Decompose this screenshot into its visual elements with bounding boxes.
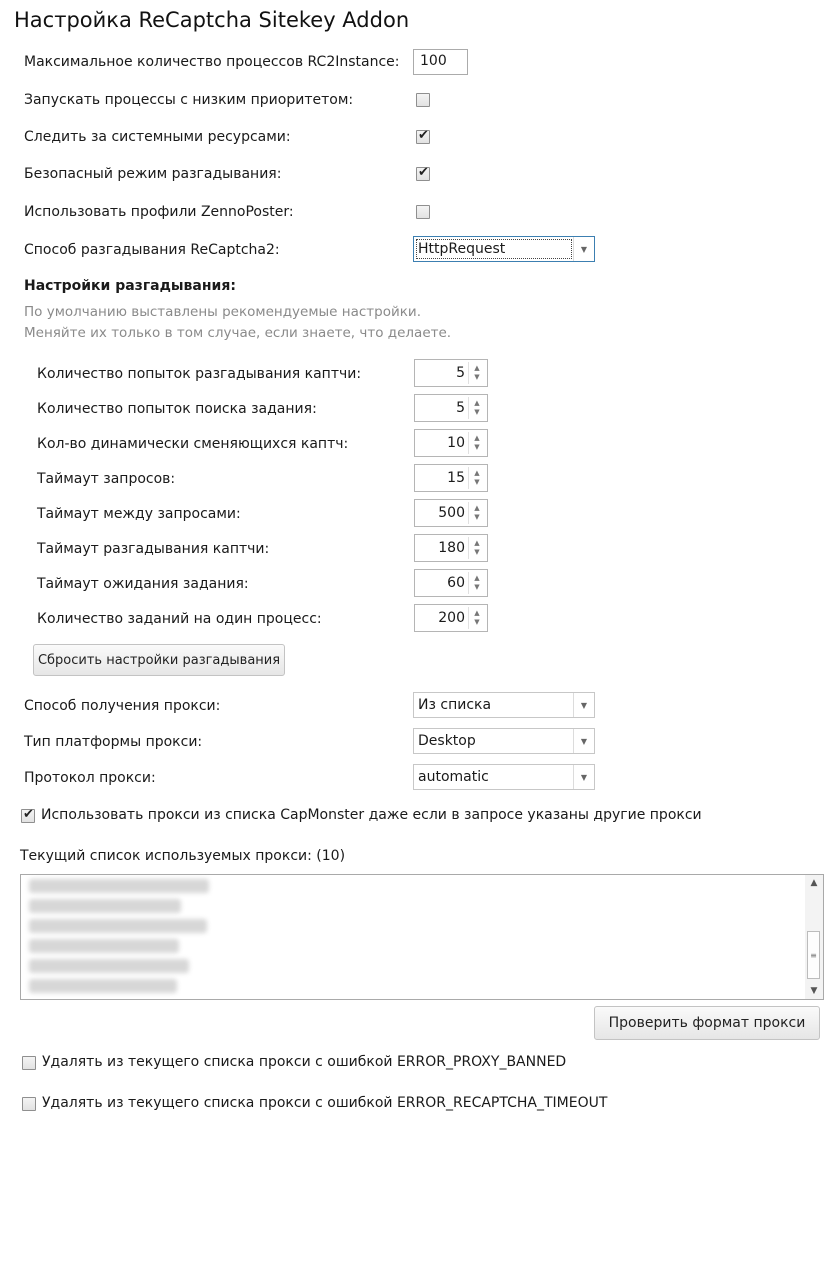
chevron-down-icon[interactable]: ▼ xyxy=(573,765,594,789)
solving-hint-1: По умолчанию выставлены рекомендуемые настройки. xyxy=(24,304,421,320)
proxy-list-scrollbar[interactable] xyxy=(805,875,823,999)
list-item xyxy=(29,959,189,973)
list-item xyxy=(29,979,177,993)
solve-method-value: HttpRequest xyxy=(418,241,506,257)
checkmark-icon: ✔ xyxy=(418,165,429,180)
spin-arrows-icon[interactable]: ▲ ▼ xyxy=(468,572,485,594)
max-processes-label: Максимальное количество процессов RC2Instance: xyxy=(24,54,400,70)
solve-method-select[interactable] xyxy=(413,236,595,262)
spin-arrows-icon[interactable]: ▲ ▼ xyxy=(468,397,485,419)
captcha-solve-timeout-stepper[interactable] xyxy=(414,534,488,562)
proxy-source-value: Из списка xyxy=(418,697,492,713)
list-item xyxy=(29,939,179,953)
use-capmonster-proxy-checkbox[interactable] xyxy=(21,809,35,823)
proxy-source-select[interactable] xyxy=(413,692,595,718)
chevron-down-icon[interactable]: ▼ xyxy=(573,237,594,261)
spin-arrows-icon[interactable]: ▲ ▼ xyxy=(468,362,485,384)
spin-arrows-icon[interactable]: ▲ ▼ xyxy=(468,502,485,524)
chevron-down-icon[interactable]: ▼ xyxy=(573,693,594,717)
scroll-thumb[interactable]: ≡ xyxy=(807,931,820,979)
zenno-profiles-label: Использовать профили ZennoPoster: xyxy=(24,204,294,220)
captcha-solve-timeout-label: Таймаут разгадывания каптчи: xyxy=(37,541,270,557)
tasks-per-process-value: 200 xyxy=(438,610,465,626)
solving-hint-2: Меняйте их только в том случае, если знаете, что делаете. xyxy=(24,325,452,341)
task-search-attempts-stepper[interactable] xyxy=(414,394,488,422)
task-wait-timeout-value: 60 xyxy=(447,575,465,591)
proxy-list-box[interactable] xyxy=(20,874,824,1000)
between-requests-timeout-label: Таймаут между запросами: xyxy=(37,506,241,522)
solving-heading: Настройки разгадывания: xyxy=(24,278,236,294)
proxy-platform-select[interactable] xyxy=(413,728,595,754)
proxy-list-label: Текущий список используемых прокси: (10) xyxy=(20,848,346,864)
remove-proxy-banned-checkbox[interactable] xyxy=(22,1056,36,1070)
captcha-attempts-stepper[interactable] xyxy=(414,359,488,387)
tasks-per-process-stepper[interactable] xyxy=(414,604,488,632)
monitor-resources-label: Следить за системными ресурсами: xyxy=(24,129,291,145)
remove-proxy-banned-label: Удалять из текущего списка прокси с ошибкой ERROR_PROXY_BANNED xyxy=(42,1054,567,1070)
check-proxy-format-button[interactable]: Проверить формат прокси xyxy=(594,1006,820,1040)
task-search-attempts-label: Количество попыток поиска задания: xyxy=(37,401,317,417)
between-requests-timeout-value: 500 xyxy=(438,505,465,521)
spin-arrows-icon[interactable]: ▲ ▼ xyxy=(468,467,485,489)
max-processes-input[interactable]: 100 xyxy=(413,49,468,75)
remove-recaptcha-timeout-checkbox[interactable] xyxy=(22,1097,36,1111)
use-capmonster-proxy-label: Использовать прокси из списка CapMonster даже если в запросе указаны другие прокси xyxy=(41,807,702,823)
monitor-resources-checkbox[interactable] xyxy=(416,130,430,144)
zenno-profiles-checkbox[interactable] xyxy=(416,205,430,219)
proxy-protocol-label: Протокол прокси: xyxy=(24,770,156,786)
spin-arrows-icon[interactable]: ▲ ▼ xyxy=(468,607,485,629)
proxy-protocol-select[interactable] xyxy=(413,764,595,790)
safe-mode-checkbox[interactable] xyxy=(416,167,430,181)
solve-method-label: Способ разгадывания ReCaptcha2: xyxy=(24,242,280,258)
page-title: Настройка ReCaptcha Sitekey Addon xyxy=(14,8,410,32)
spin-arrows-icon[interactable]: ▲ ▼ xyxy=(468,537,485,559)
request-timeout-value: 15 xyxy=(447,470,465,486)
remove-recaptcha-timeout-label: Удалять из текущего списка прокси с ошибкой ERROR_RECAPTCHA_TIMEOUT xyxy=(42,1095,608,1111)
proxy-source-label: Способ получения прокси: xyxy=(24,698,221,714)
request-timeout-label: Таймаут запросов: xyxy=(37,471,176,487)
checkmark-icon: ✔ xyxy=(418,128,429,143)
scroll-up-icon[interactable]: ▲ xyxy=(810,878,818,888)
chevron-down-icon[interactable]: ▼ xyxy=(573,729,594,753)
list-item xyxy=(29,899,181,913)
low-priority-checkbox[interactable] xyxy=(416,93,430,107)
captcha-attempts-value: 5 xyxy=(456,365,465,381)
proxy-platform-label: Тип платформы прокси: xyxy=(24,734,203,750)
checkmark-icon: ✔ xyxy=(23,807,34,822)
captcha-attempts-label: Количество попыток разгадывания каптчи: xyxy=(37,366,362,382)
list-item xyxy=(29,919,207,933)
scroll-down-icon[interactable]: ▼ xyxy=(810,986,818,996)
proxy-protocol-value: automatic xyxy=(418,769,489,785)
tasks-per-process-label: Количество заданий на один процесс: xyxy=(37,611,322,627)
spin-arrows-icon[interactable]: ▲ ▼ xyxy=(468,432,485,454)
task-wait-timeout-label: Таймаут ожидания задания: xyxy=(37,576,249,592)
safe-mode-label: Безопасный режим разгадывания: xyxy=(24,166,282,182)
list-item xyxy=(29,879,209,893)
captcha-solve-timeout-value: 180 xyxy=(438,540,465,556)
request-timeout-stepper[interactable] xyxy=(414,464,488,492)
task-search-attempts-value: 5 xyxy=(456,400,465,416)
low-priority-label: Запускать процессы с низким приоритетом: xyxy=(24,92,354,108)
proxy-platform-value: Desktop xyxy=(418,733,476,749)
dynamic-captchas-value: 10 xyxy=(447,435,465,451)
between-requests-timeout-stepper[interactable] xyxy=(414,499,488,527)
dynamic-captchas-label: Кол-во динамически сменяющихся каптч: xyxy=(37,436,349,452)
reset-solving-settings-button[interactable]: Сбросить настройки разгадывания xyxy=(33,644,285,676)
dynamic-captchas-stepper[interactable] xyxy=(414,429,488,457)
task-wait-timeout-stepper[interactable] xyxy=(414,569,488,597)
